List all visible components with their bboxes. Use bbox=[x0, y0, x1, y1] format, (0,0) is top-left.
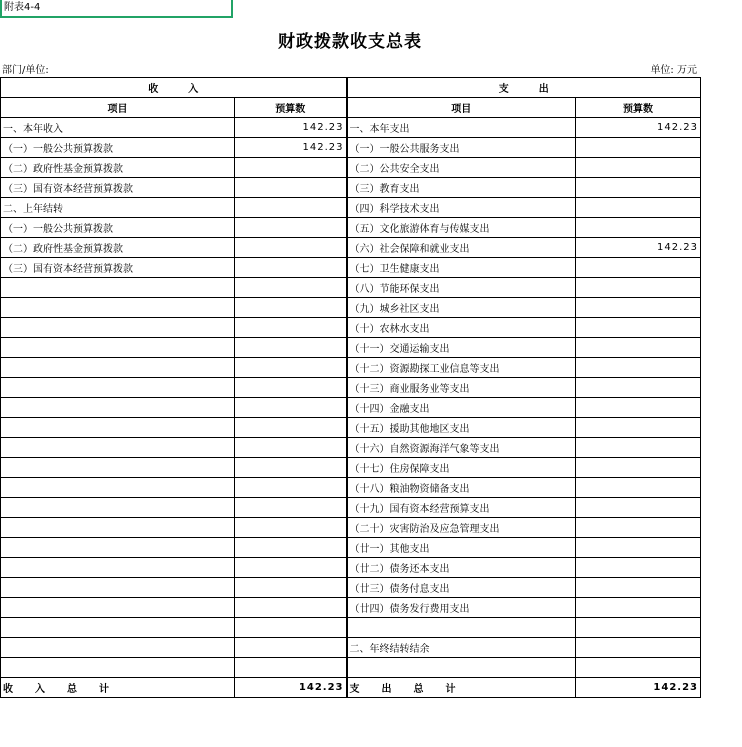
expense-value-cell[interactable] bbox=[576, 618, 701, 638]
expense-value-cell[interactable] bbox=[576, 538, 701, 558]
income-item-cell[interactable] bbox=[1, 598, 235, 618]
expense-value-cell[interactable] bbox=[576, 158, 701, 178]
expense-value-cell[interactable] bbox=[576, 418, 701, 438]
table-row bbox=[1, 498, 701, 518]
expense-item-header: 项目 bbox=[347, 98, 576, 118]
expense-value-cell[interactable] bbox=[576, 298, 701, 318]
income-item-cell[interactable]: （一）一般公共预算拨款 bbox=[1, 218, 235, 238]
income-item-cell[interactable] bbox=[1, 338, 235, 358]
income-value-cell[interactable] bbox=[235, 498, 347, 518]
table-row bbox=[1, 278, 701, 298]
income-value-cell[interactable] bbox=[235, 358, 347, 378]
income-budget-header: 预算数 bbox=[235, 98, 347, 118]
expense-item-cell[interactable]: （七）卫生健康支出 bbox=[347, 258, 576, 278]
income-item-cell[interactable] bbox=[1, 618, 235, 638]
expense-item-cell[interactable]: 一、本年支出 bbox=[347, 118, 576, 138]
income-value-cell[interactable] bbox=[235, 618, 347, 638]
table-row bbox=[1, 158, 701, 178]
department-label: 部门/单位: bbox=[2, 65, 49, 76]
table-row bbox=[1, 138, 701, 158]
expense-value-cell[interactable]: 142.23 bbox=[576, 118, 701, 138]
income-value-cell[interactable] bbox=[235, 638, 347, 658]
expense-value-cell[interactable] bbox=[576, 178, 701, 198]
income-item-cell[interactable] bbox=[1, 298, 235, 318]
income-value-cell[interactable] bbox=[235, 578, 347, 598]
expense-value-cell[interactable] bbox=[576, 278, 701, 298]
table-row bbox=[1, 438, 701, 458]
income-item-cell[interactable] bbox=[1, 558, 235, 578]
income-value-cell[interactable] bbox=[235, 238, 347, 258]
expense-item-cell[interactable]: （十九）国有资本经营预算支出 bbox=[347, 498, 576, 518]
table-row bbox=[1, 478, 701, 498]
expense-value-cell[interactable] bbox=[576, 558, 701, 578]
expense-value-cell[interactable] bbox=[576, 218, 701, 238]
expense-value-cell[interactable] bbox=[576, 378, 701, 398]
income-value-cell[interactable] bbox=[235, 218, 347, 238]
income-item-cell[interactable] bbox=[1, 498, 235, 518]
income-value-cell[interactable] bbox=[235, 158, 347, 178]
table-row bbox=[1, 118, 701, 138]
income-item-cell[interactable] bbox=[1, 658, 235, 678]
expense-item-cell[interactable]: （十六）自然资源海洋气象等支出 bbox=[347, 438, 576, 458]
expense-value-cell[interactable] bbox=[576, 598, 701, 618]
expense-value-cell[interactable] bbox=[576, 338, 701, 358]
expense-value-cell[interactable] bbox=[576, 438, 701, 458]
expense-value-cell[interactable] bbox=[576, 318, 701, 338]
expense-item-cell[interactable]: （三）教育支出 bbox=[347, 178, 576, 198]
expense-value-cell[interactable] bbox=[576, 658, 701, 678]
income-header: 收 入 bbox=[1, 78, 347, 98]
expense-item-cell[interactable] bbox=[347, 618, 576, 638]
income-value-cell[interactable] bbox=[235, 378, 347, 398]
expense-item-cell[interactable]: （十四）金融支出 bbox=[347, 398, 576, 418]
table-row bbox=[1, 558, 701, 578]
income-item-cell[interactable] bbox=[1, 538, 235, 558]
income-item-cell[interactable] bbox=[1, 318, 235, 338]
table-row bbox=[1, 598, 701, 618]
income-value-cell[interactable] bbox=[235, 518, 347, 538]
table-row bbox=[1, 298, 701, 318]
income-item-cell[interactable] bbox=[1, 578, 235, 598]
expense-item-cell[interactable]: （十三）商业服务业等支出 bbox=[347, 378, 576, 398]
sheet-name-cell[interactable]: 附表4-4 bbox=[0, 0, 233, 18]
income-item-cell[interactable] bbox=[1, 518, 235, 538]
table-row bbox=[1, 398, 701, 418]
income-value-cell[interactable] bbox=[235, 538, 347, 558]
income-item-cell[interactable]: 二、上年结转 bbox=[1, 198, 235, 218]
income-value-cell[interactable] bbox=[235, 458, 347, 478]
expense-header: 支 出 bbox=[347, 78, 701, 98]
expense-item-cell[interactable]: 二、年终结转结余 bbox=[347, 638, 576, 658]
income-item-cell[interactable]: （二）政府性基金预算拨款 bbox=[1, 238, 235, 258]
income-value-cell[interactable] bbox=[235, 318, 347, 338]
income-item-cell[interactable] bbox=[1, 458, 235, 478]
income-value-cell[interactable]: 142.23 bbox=[235, 138, 347, 158]
expense-value-cell[interactable] bbox=[576, 478, 701, 498]
expense-item-cell[interactable]: （六）社会保障和就业支出 bbox=[347, 238, 576, 258]
income-value-cell[interactable] bbox=[235, 198, 347, 218]
income-item-cell[interactable] bbox=[1, 478, 235, 498]
income-value-cell[interactable] bbox=[235, 178, 347, 198]
table-row bbox=[1, 538, 701, 558]
income-value-cell[interactable] bbox=[235, 298, 347, 318]
table-row bbox=[1, 338, 701, 358]
totals-row bbox=[1, 678, 701, 698]
table-row bbox=[1, 238, 701, 258]
income-item-cell[interactable] bbox=[1, 358, 235, 378]
table-row bbox=[1, 578, 701, 598]
income-item-cell[interactable] bbox=[1, 378, 235, 398]
unit-label: 单位: 万元 bbox=[650, 65, 697, 76]
expense-value-cell[interactable] bbox=[576, 398, 701, 418]
income-item-cell[interactable]: 一、本年收入 bbox=[1, 118, 235, 138]
table-row bbox=[1, 458, 701, 478]
table-row bbox=[1, 518, 701, 538]
income-item-cell[interactable] bbox=[1, 418, 235, 438]
table-row bbox=[1, 638, 701, 658]
income-item-cell[interactable] bbox=[1, 398, 235, 418]
table-row bbox=[1, 198, 701, 218]
expense-value-cell[interactable] bbox=[576, 578, 701, 598]
expense-item-cell[interactable]: （八）节能环保支出 bbox=[347, 278, 576, 298]
expense-item-cell[interactable]: （五）文化旅游体育与传媒支出 bbox=[347, 218, 576, 238]
expense-item-cell[interactable]: （十）农林水支出 bbox=[347, 318, 576, 338]
budget-table bbox=[0, 77, 701, 698]
table-row bbox=[1, 358, 701, 378]
expense-item-cell[interactable]: （廿四）债务发行费用支出 bbox=[347, 598, 576, 618]
expense-budget-header: 预算数 bbox=[576, 98, 701, 118]
expense-item-cell[interactable]: （十八）粮油物资储备支出 bbox=[347, 478, 576, 498]
income-value-cell[interactable] bbox=[235, 418, 347, 438]
income-total-label[interactable]: 收 入 总 计 bbox=[1, 678, 235, 698]
income-value-cell[interactable] bbox=[235, 258, 347, 278]
expense-item-cell[interactable]: （廿二）债务还本支出 bbox=[347, 558, 576, 578]
income-item-cell[interactable]: （三）国有资本经营预算拨款 bbox=[1, 178, 235, 198]
income-item-cell[interactable]: （三）国有资本经营预算拨款 bbox=[1, 258, 235, 278]
table-row bbox=[1, 658, 701, 678]
expense-value-cell[interactable] bbox=[576, 358, 701, 378]
income-item-cell[interactable]: （一）一般公共预算拨款 bbox=[1, 138, 235, 158]
income-value-cell[interactable] bbox=[235, 478, 347, 498]
table-row bbox=[1, 218, 701, 238]
expense-value-cell[interactable] bbox=[576, 498, 701, 518]
expense-value-cell[interactable] bbox=[576, 138, 701, 158]
expense-item-cell[interactable]: （一）一般公共服务支出 bbox=[347, 138, 576, 158]
expense-value-cell[interactable] bbox=[576, 518, 701, 538]
income-value-cell[interactable] bbox=[235, 558, 347, 578]
expense-item-cell[interactable]: （二十）灾害防治及应急管理支出 bbox=[347, 518, 576, 538]
income-value-cell[interactable] bbox=[235, 398, 347, 418]
expense-item-cell[interactable]: （二）公共安全支出 bbox=[347, 158, 576, 178]
expense-item-cell[interactable]: （十七）住房保障支出 bbox=[347, 458, 576, 478]
expense-value-cell[interactable] bbox=[576, 258, 701, 278]
expense-item-cell[interactable]: （十一）交通运输支出 bbox=[347, 338, 576, 358]
table-row bbox=[1, 618, 701, 638]
expense-item-cell[interactable] bbox=[347, 658, 576, 678]
income-value-cell[interactable]: 142.23 bbox=[235, 118, 347, 138]
income-value-cell[interactable] bbox=[235, 338, 347, 358]
expense-value-cell[interactable] bbox=[576, 638, 701, 658]
expense-total-value[interactable]: 142.23 bbox=[576, 678, 701, 698]
income-item-cell[interactable] bbox=[1, 438, 235, 458]
expense-value-cell[interactable] bbox=[576, 458, 701, 478]
income-value-cell[interactable] bbox=[235, 438, 347, 458]
table-row bbox=[1, 258, 701, 278]
table-row bbox=[1, 178, 701, 198]
expense-item-cell[interactable]: （九）城乡社区支出 bbox=[347, 298, 576, 318]
expense-value-cell[interactable]: 142.23 bbox=[576, 238, 701, 258]
income-item-header: 项目 bbox=[1, 98, 235, 118]
income-value-cell[interactable] bbox=[235, 598, 347, 618]
table-row bbox=[1, 418, 701, 438]
income-item-cell[interactable] bbox=[1, 278, 235, 298]
expense-value-cell[interactable] bbox=[576, 198, 701, 218]
income-item-cell[interactable]: （二）政府性基金预算拨款 bbox=[1, 158, 235, 178]
expense-item-cell[interactable]: （四）科学技术支出 bbox=[347, 198, 576, 218]
income-value-cell[interactable] bbox=[235, 278, 347, 298]
expense-total-label[interactable]: 支 出 总 计 bbox=[347, 678, 576, 698]
expense-item-cell[interactable]: （十五）援助其他地区支出 bbox=[347, 418, 576, 438]
income-value-cell[interactable] bbox=[235, 658, 347, 678]
income-total-value[interactable]: 142.23 bbox=[235, 678, 347, 698]
expense-item-cell[interactable]: （廿一）其他支出 bbox=[347, 538, 576, 558]
page-title: 财政拨款收支总表 bbox=[278, 32, 422, 52]
income-item-cell[interactable] bbox=[1, 638, 235, 658]
expense-item-cell[interactable]: （廿三）债务付息支出 bbox=[347, 578, 576, 598]
expense-item-cell[interactable]: （十二）资源勘探工业信息等支出 bbox=[347, 358, 576, 378]
table-row bbox=[1, 378, 701, 398]
table-row bbox=[1, 318, 701, 338]
